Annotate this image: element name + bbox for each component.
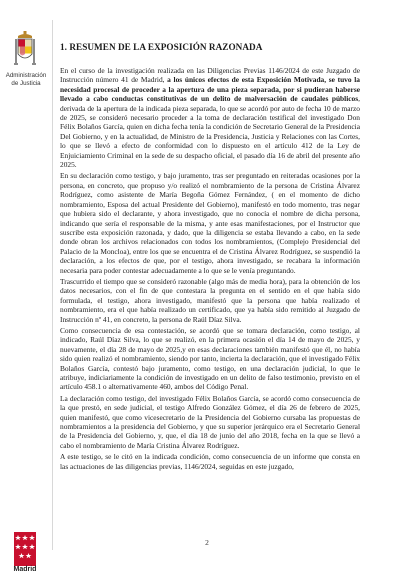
paragraph-5: La declaración como testigo, del investigado Félix Bolaños García, se acordó como consecuencia de la que prestó, en sede judicial, el testigo Alfredo González Gómez, el día 26 de febrero de 2025, quien manifestó, que como vicesecretario de la Presidencia del Gobierno cursaba las propuestas de nombramientos a la presidencia del Gobierno, y que su superior jerárquico era el Secretario General de la Presidencia del Gobierno, y, que, el día 18 de junio del año 2018, fecha en la que se llevó a cabo el nombramiento de María Cristina Álvarez Rodríguez. xyxy=(60,393,360,450)
paragraph-1 xyxy=(60,66,360,169)
page-number: 2 xyxy=(205,538,209,547)
coat-of-arms-icon xyxy=(13,30,37,68)
madrid-label: Madrid xyxy=(13,566,37,573)
paragraph-4: Como consecuencia de esa contestación, se acordó que se tomara declaración, como testigo, al indicado, Raúl Díaz Silva, lo que se realizó, en la primera ocasión el día 14 de mayo de 2025, y nuevamente, el día 28 de mayo de 2025,y en esas declaraciones también manifestó que él, no había sido quien realizó el nombramiento, siendo por tanto, incierta la declaración, que el investigado Félix Bolaños García, contestó bajo juramento, como testigo, en una declaración judicial, lo que le atribuye, indiciariamente la condición de investigado en un delito de falso testimonio, previsto en el artículo 458.1 o alternativamente 460, ambos del Código Penal. xyxy=(60,325,360,392)
paragraph-6: A este testigo, se le citó en la indicada condición, como consecuencia de un informe que consta en las actuaciones de las diligencias previas, 1146/2024, seguidas en este juzgado, xyxy=(60,452,360,471)
administracion-justicia-label: Administración de Justicia xyxy=(5,72,47,87)
paragraph-1-bold: a los únicos efectos de esta Exposición Motivada, se tuvo la necesidad procesal de proceder a la apertura de una pieza separada, por si pudieran haberse llevado a cabo conductas constitutivas de un delito de malversación de caudales públicos xyxy=(60,75,360,104)
paragraph-1-rest: , derivada de la apertura de la indicada pieza separada, lo que se acordó por auto de fecha 10 de marzo de 2025, se consideró necesario proceder a la toma de declaración testifical del investigado Don Félix Bolaños García, quien en dicha fecha tenía la condición de Secretario General de la Presidencia Del Gobierno, y en la actualidad, de Ministro de la Presidencia, Justicia y Relaciones con las Cortes, lo que se llevó a efecto de conformidad con lo dispuesto en el artículo 412 de la Ley de Enjuiciamiento Criminal en la sede de su despacho oficial, el pasado día 16 de abril del presente año 2025. xyxy=(60,94,360,170)
paragraph-1-intro: En el curso de la investigación realizada en las Diligencias Previas 1146/2024 de este Juzgado de Instrucción número 41 de Madrid, xyxy=(60,66,360,85)
document-body xyxy=(60,42,360,471)
paragraph-3: Trascurrido el tiempo que se consideró razonable (algo más de media hora), para la obtención de los datos necesarios, con el fin de que contestara la pregunta en el sentido en el que había sido formulada, el testigo, ahora investigado, manifestó que la persona que había realizado el nombramiento, era el que había realizado un certificado, que ya había sido remitido al Juzgado de Instrucción nº 41, en concreto, la persona de Raúl Díaz Silva. xyxy=(60,276,360,324)
left-sidebar xyxy=(0,0,52,586)
paragraph-2: En su declaración como testigo, y bajo juramento, tras ser preguntado en reiteradas ocasiones por la persona, en concreto, que propuso y/o realizó el nombramiento de la persona de Cristina Álvarez Rodríguez, como asistente de María Begoña Gómez Fernández, ( en el momento de dicho nombramiento, Esposa del actual Presidente del Gobierno), manifestó en todo momento, tras negar que hubiera sido el declarante, y ahora investigado, que no conocía el nombre de dicha persona, indicando que sería el responsable de la misma, y ante esas manifestaciones, por el Instructor que suscribe esta exposición razonada, y dado, que la diligencia se estaba llevando a cabo, en la sede donde obran los archivos relacionados con todos los nombramientos, (Complejo Presidencial del Palacio de la Moncloa), entre los que se encuentra el de Cristina Álvarez Rodríguez, se suspendió la declaración, a los efectos de que, por el testigo, ahora investigado, se recabara la información necesaria para poder contestar adecuadamente a lo que se le venía preguntando. xyxy=(60,171,360,275)
sidebar-divider xyxy=(52,20,53,550)
section-heading: 1. RESUMEN DE LA EXPOSICIÓN RAZONADA xyxy=(60,42,263,52)
